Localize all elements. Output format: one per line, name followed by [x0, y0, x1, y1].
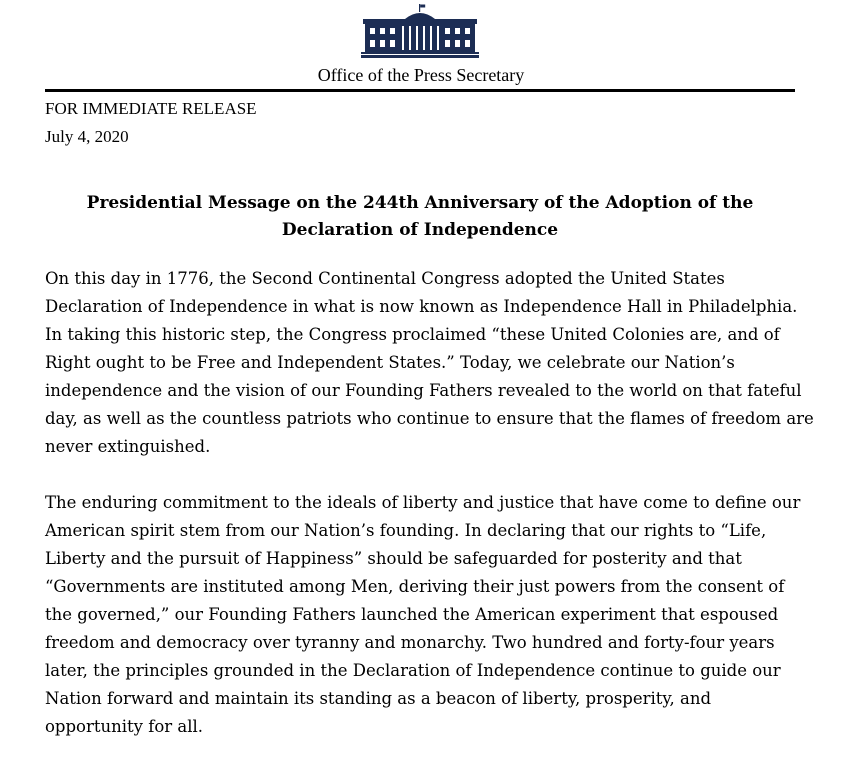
paragraph-line: opportunity for all. [45, 717, 204, 736]
paragraph-line: Declaration of Independence in what is now known as Independence Hall in Philadelphia. [45, 297, 798, 316]
office-name: Office of the Press Secretary [317, 65, 525, 85]
release-label: FOR IMMEDIATE RELEASE [45, 99, 257, 118]
paragraph-line: Liberty and the pursuit of Happiness” should be safeguarded for posterity and that [45, 549, 742, 568]
paragraph-line: the governed,” our Founding Fathers launched the American experiment that espoused [45, 605, 779, 624]
paragraph-line: In taking this historic step, the Congress proclaimed “these United Colonies are, and of [45, 325, 780, 344]
title-line: Declaration of Independence [281, 220, 559, 240]
paragraph-line: independence and the vision of our Founding Fathers revealed to the world on that fateful [45, 381, 802, 400]
body-paragraph [45, 265, 814, 461]
paragraph-line: Right ought to be Free and Independent States.” Today, we celebrate our Nation’s [45, 353, 735, 372]
paragraph-line: On this day in 1776, the Second Continental Congress adopted the United States [45, 269, 725, 288]
paragraph-line: day, as well as the countless patriots who continue to ensure that the flames of freedom are [45, 409, 814, 428]
release-date: July 4, 2020 [45, 127, 129, 146]
paragraph-line: The enduring commitment to the ideals of liberty and justice that have come to define our [45, 493, 801, 512]
white-house-icon [361, 4, 479, 58]
paragraph-line: freedom and democracy over tyranny and monarchy. Two hundred and forty-four years [45, 633, 775, 652]
paragraph-line: never extinguished. [45, 437, 211, 456]
paragraph-line: Nation forward and maintain its standing as a beacon of liberty, prosperity, and [45, 689, 712, 708]
paragraph-line: “Governments are instituted among Men, deriving their just powers from the consent of [45, 577, 785, 596]
paragraph-line: American spirit stem from our Nation’s founding. In declaring that our rights to “Life, [45, 521, 767, 540]
header-divider [45, 89, 795, 92]
title-line: Presidential Message on the 244th Anniversary of the Adoption of the [86, 193, 754, 213]
body-paragraph [45, 489, 805, 741]
page-title [45, 190, 795, 244]
release-block [45, 95, 257, 151]
paragraph-line: later, the principles grounded in the Declaration of Independence continue to guide our [45, 661, 781, 680]
